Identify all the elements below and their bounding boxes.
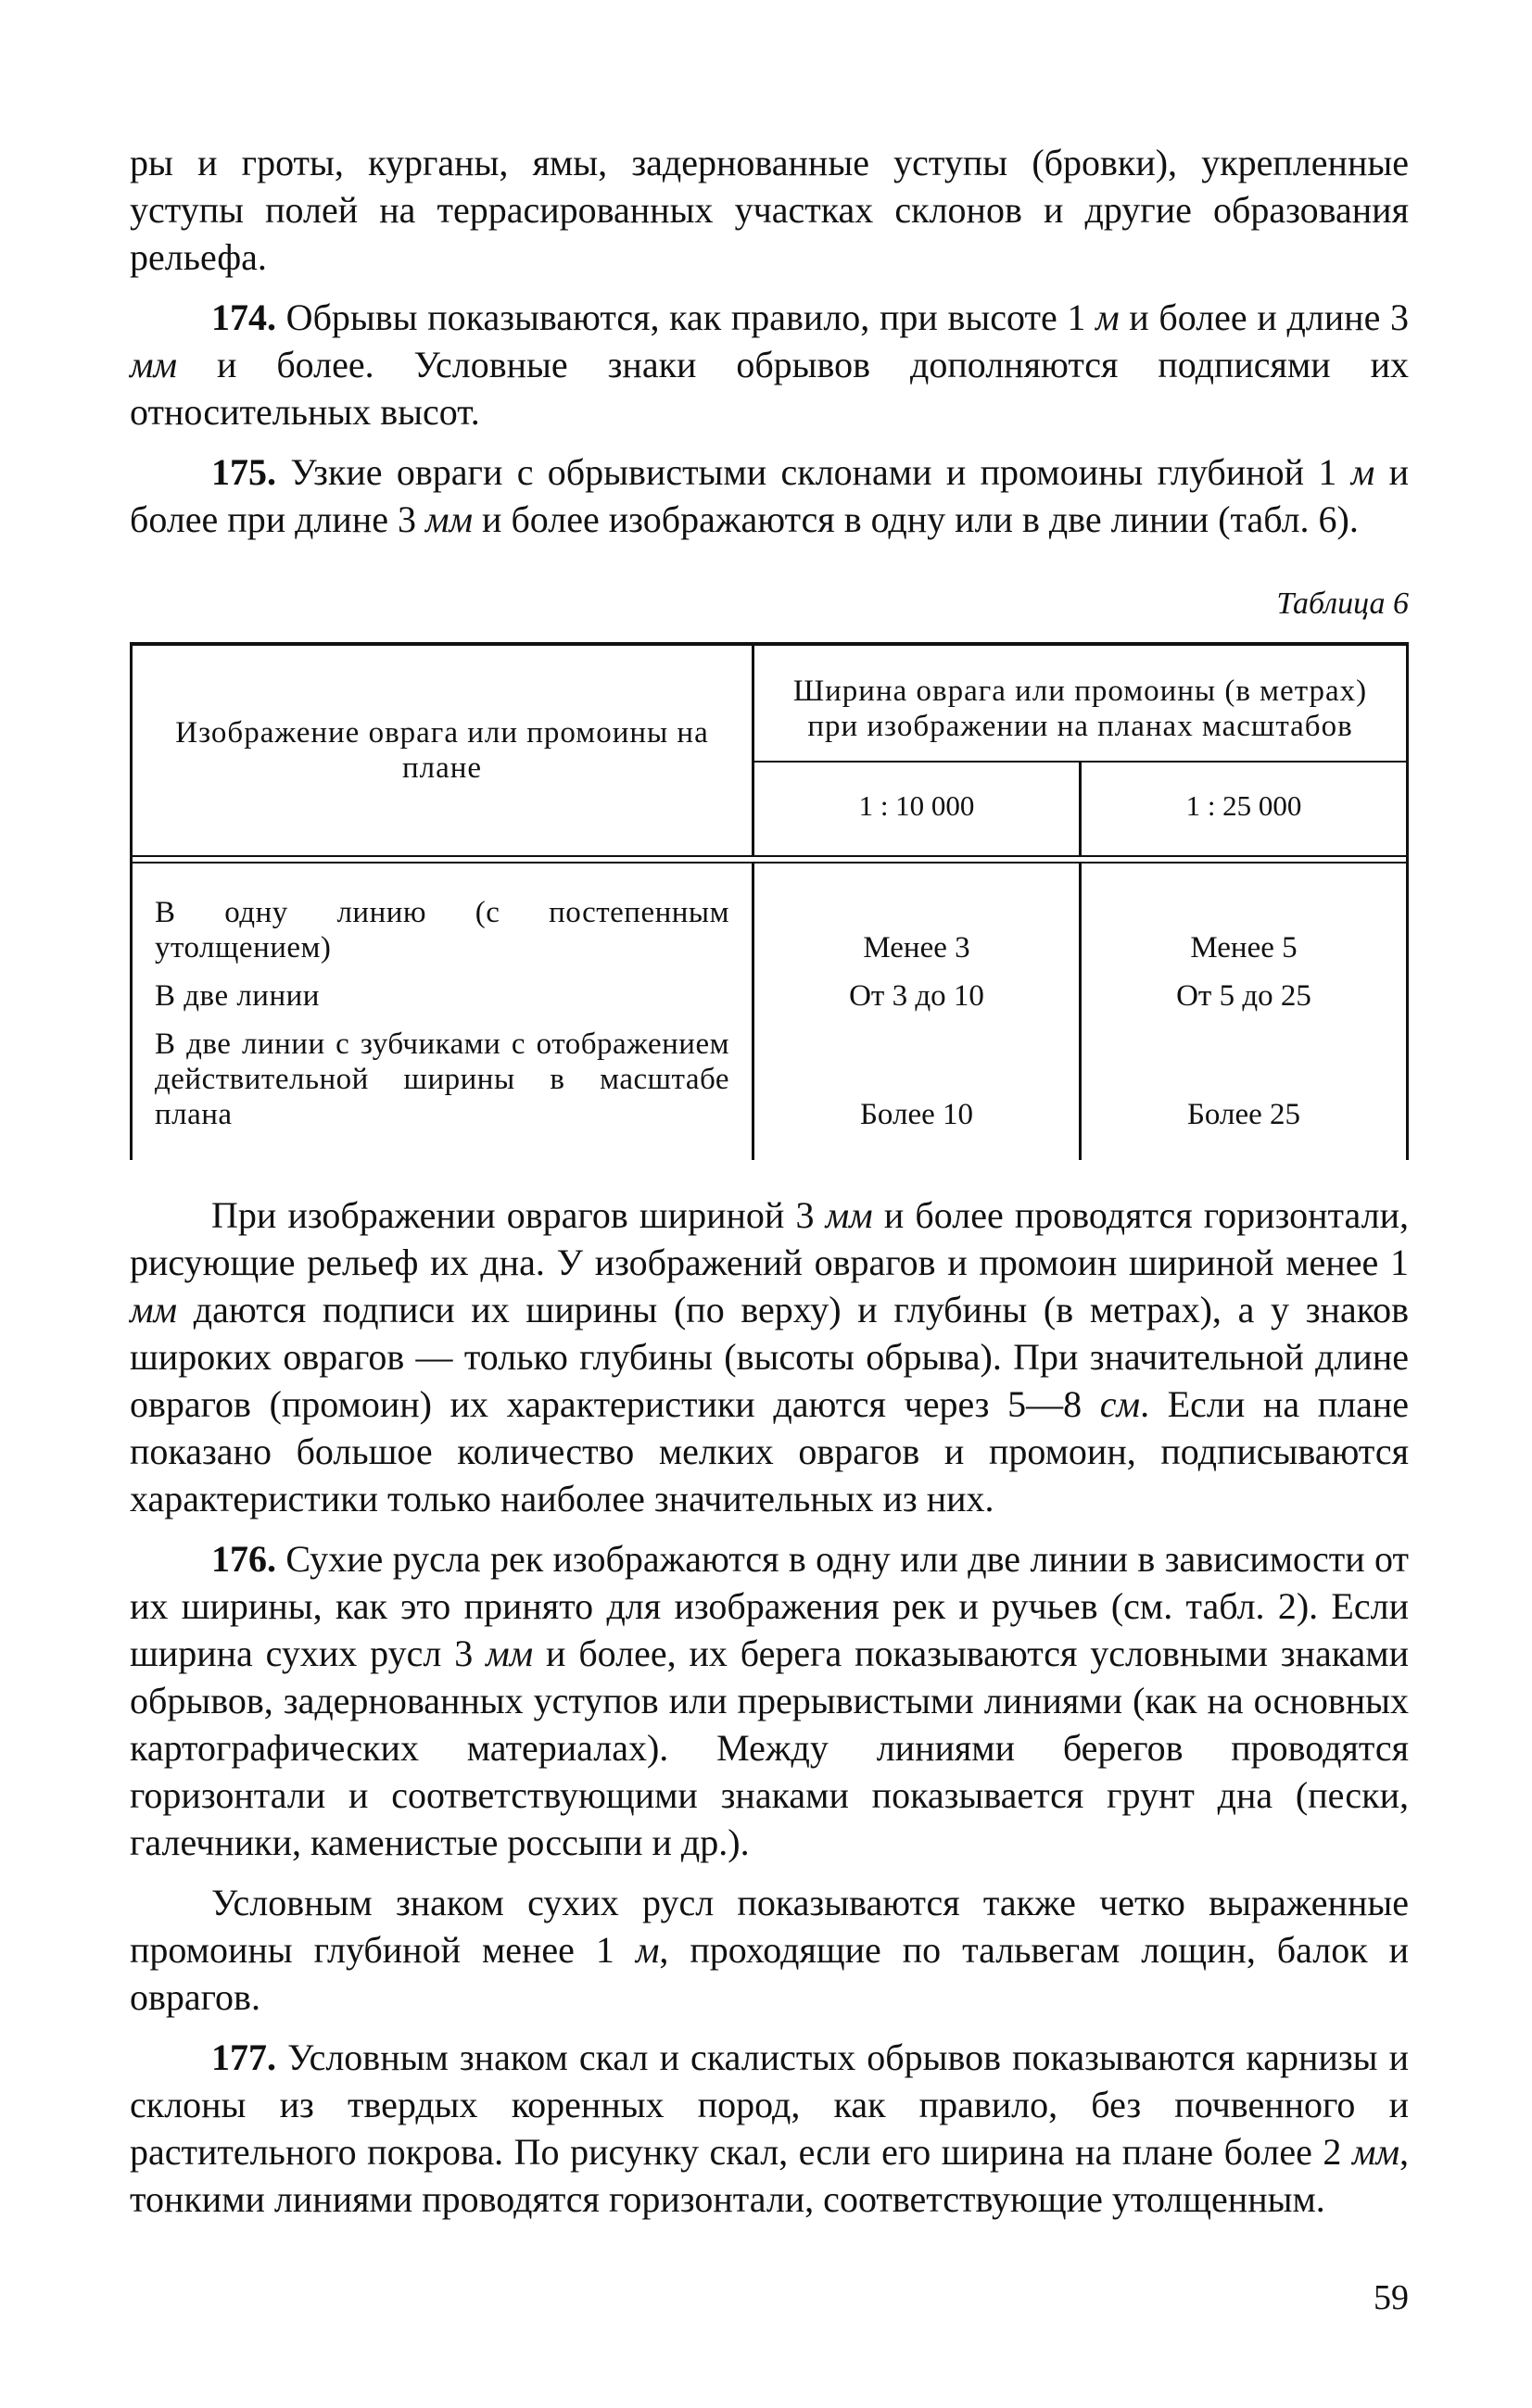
header-scale-10000: 1 : 10 000 [753, 762, 1081, 856]
page-body [130, 139, 1409, 2223]
unit-text: мм [1351, 2131, 1399, 2173]
header-width-group: Ширина оврага или промоины (в метрах) при изображении на планах масштабов [753, 644, 1408, 762]
row-label: В две линии с зубчиками с отображением действительной ширины в масштабе плана [132, 1014, 753, 1160]
text-run: Условным знаком скал и скалистых обрывов показываются карнизы и склоны из твердых коренных пород, как правило, без почвенного и растительного покрова. По рисунку скал, если его ширина на плане более 2 [130, 2036, 1409, 2173]
ravine-width-table [130, 642, 1409, 1160]
unit-text: м [1095, 296, 1120, 338]
item-number: 174. [211, 296, 276, 338]
table-row [132, 1014, 1408, 1160]
table-row [132, 863, 1408, 965]
text-run: и более. Условные знаки обрывов дополняются подписями их относительных высот. [130, 344, 1409, 433]
paragraph-176 [130, 1535, 1409, 1866]
table-caption: Таблица 6 [1276, 586, 1409, 621]
text-run: При изображении оврагов шириной 3 [211, 1194, 826, 1236]
item-number: 177. [211, 2036, 276, 2078]
table-row [132, 965, 1408, 1014]
text-run: , тонкими линиями проводятся горизонтали, соответствующие утолщенным. [130, 2131, 1409, 2220]
text-run: и более проводятся горизонтали, рисующие рельеф их дна. У изображений оврагов и промоин шириной менее 1 [130, 1194, 1409, 1283]
unit-text: м [635, 1929, 660, 1971]
row-value-10000: Более 10 [753, 1014, 1081, 1160]
unit-text: мм [130, 1289, 178, 1330]
row-value-25000: От 5 до 25 [1081, 965, 1408, 1014]
text-run: и более при длине 3 [130, 451, 1410, 540]
header-scale-25000: 1 : 25 000 [1081, 762, 1408, 856]
text-run: и более изображаются в одну или в две линии (табл. 6). [473, 498, 1359, 540]
row-value-25000: Менее 5 [1081, 863, 1408, 965]
row-value-10000: Менее 3 [753, 863, 1081, 965]
text-run: Условным знаком сухих русл показываются также четко выраженные промоины глубиной менее 1 [130, 1882, 1409, 1971]
text-run: Сухие русла рек изображаются в одну или две линии в зависимости от их ширины, как это принято для изображения рек и ручьев (см. табл. 2). Если ширина сухих русл 3 [130, 1538, 1409, 1674]
row-value-10000: От 3 до 10 [753, 965, 1081, 1014]
text-run: и более и длине 3 [1119, 296, 1410, 338]
header-separator [132, 856, 1408, 863]
unit-text: мм [825, 1194, 873, 1236]
unit-text: мм [486, 1633, 534, 1674]
header-ravine-depiction: Изображение оврага или промоины на плане [132, 644, 753, 856]
paragraph-ravines-depiction [130, 1191, 1409, 1522]
row-label: В одну линию (с постепенным утолщением) [132, 863, 753, 965]
paragraph-dry-channels [130, 1879, 1409, 2021]
unit-text: мм [130, 344, 178, 385]
text-run: даются подписи их ширины (по верху) и глубины (в метрах), а у знаков широких оврагов — только глубины (высоты обрыва). При значительной длине оврагов (промоин) их характеристики даются через 5—8 [130, 1289, 1409, 1425]
page-number: 59 [1374, 2278, 1409, 2317]
text-run: , проходящие по тальвегам лощин, балок и оврагов. [130, 1929, 1409, 2018]
unit-text: м [1350, 451, 1375, 493]
paragraph-174 [130, 294, 1409, 435]
row-value-25000: Более 25 [1081, 1014, 1408, 1160]
row-label: В две линии [132, 965, 753, 1014]
text-run: Обрывы показываются, как правило, при высоте 1 [276, 296, 1096, 338]
paragraph-continuation: ры и гроты, курганы, ямы, задернованные уступы (бровки), укрепленные уступы полей на террасированных участках склонов и другие образования рельефа. [130, 142, 1409, 278]
paragraph-177 [130, 2034, 1409, 2223]
unit-text: мм [424, 498, 474, 540]
text-run: Узкие овраги с обрывистыми склонами и промоины глубиной 1 [276, 451, 1351, 493]
paragraph-175 [130, 448, 1409, 543]
text-run: и более, их берега показываются условными знаками обрывов, задернованных уступов или прерывистыми линиями (как на основных картографических материалах). Между линиями берегов проводятся горизонтали и соответствующими знаками показывается грунт дна (пески, галечники, каменистые россыпи и др.). [130, 1633, 1409, 1863]
item-number: 176. [211, 1538, 276, 1580]
text-run: . Если на плане показано большое количество мелких оврагов и промоин, подписываются характеристики только наиболее значительных из них. [130, 1383, 1409, 1519]
item-number: 175. [211, 451, 276, 493]
unit-text: см [1099, 1383, 1141, 1425]
